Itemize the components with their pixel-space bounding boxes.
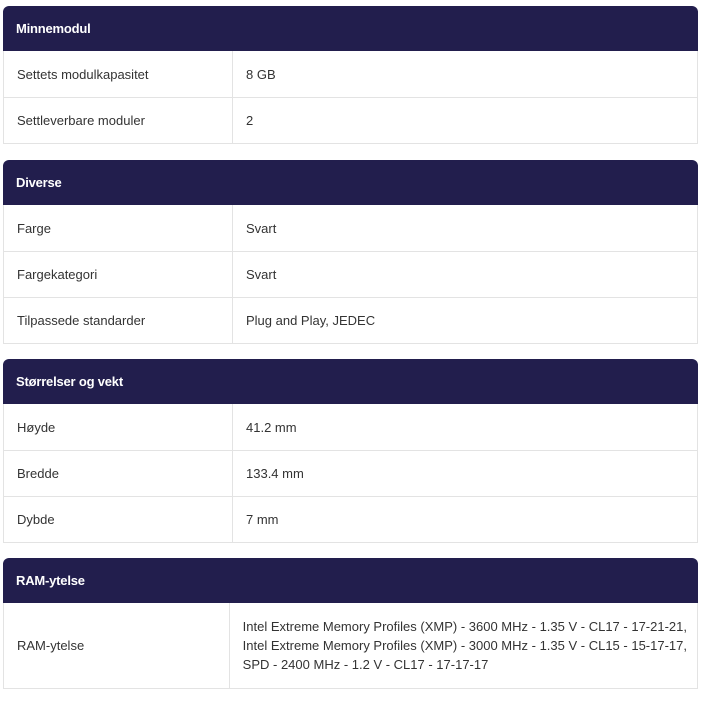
spec-value: Plug and Play, JEDEC — [246, 313, 376, 328]
table-row — [4, 97, 697, 143]
spec-label: RAM-ytelse — [4, 603, 230, 688]
spec-value: 8 GB — [246, 66, 276, 82]
table-row — [4, 450, 697, 496]
spec-value: 7 mm — [246, 512, 279, 527]
spec-label: Fargekategori — [4, 252, 233, 297]
table-row — [4, 297, 697, 343]
spec-table — [3, 603, 698, 689]
spec-value-line: Intel Extreme Memory Profiles (XMP) - 3600 MHz - 1.35 V - CL17 - 17-21-21, — [242, 619, 687, 634]
spec-table — [3, 205, 698, 344]
spec-value: Svart — [246, 220, 277, 236]
table-row — [4, 496, 697, 542]
spec-value: 41.2 mm — [246, 419, 297, 435]
spec-value: Svart — [246, 267, 277, 282]
spec-value: 2 — [246, 113, 254, 128]
section-header: Diverse — [3, 160, 698, 205]
spec-label: Bredde — [4, 451, 233, 496]
table-row — [4, 205, 697, 251]
spec-label: Tilpassede standarder — [4, 298, 233, 343]
table-row — [4, 404, 697, 450]
spec-label: Settets modulkapasitet — [4, 51, 233, 97]
table-row — [4, 51, 697, 97]
table-row — [4, 603, 697, 688]
spec-table — [3, 51, 698, 144]
section-minnemodul — [3, 6, 698, 144]
section-ram-ytelse — [3, 558, 698, 689]
spec-table — [3, 404, 698, 543]
spec-label: Dybde — [4, 497, 233, 542]
spec-label: Farge — [4, 205, 233, 251]
section-header: Minnemodul — [3, 6, 698, 51]
spec-value: 133.4 mm — [246, 466, 304, 481]
spec-value — [230, 603, 697, 688]
spec-value-line: SPD - 2400 MHz - 1.2 V - CL17 - 17-17-17 — [242, 657, 489, 672]
section-header: Størrelser og vekt — [3, 359, 698, 404]
spec-label: Høyde — [4, 404, 233, 450]
section-storrelser-og-vekt — [3, 359, 698, 543]
spec-value-line: Intel Extreme Memory Profiles (XMP) - 3000 MHz - 1.35 V - CL15 - 15-17-17, — [242, 638, 687, 653]
spec-label: Settleverbare moduler — [4, 98, 233, 143]
section-diverse — [3, 160, 698, 344]
section-header: RAM-ytelse — [3, 558, 698, 603]
table-row — [4, 251, 697, 297]
